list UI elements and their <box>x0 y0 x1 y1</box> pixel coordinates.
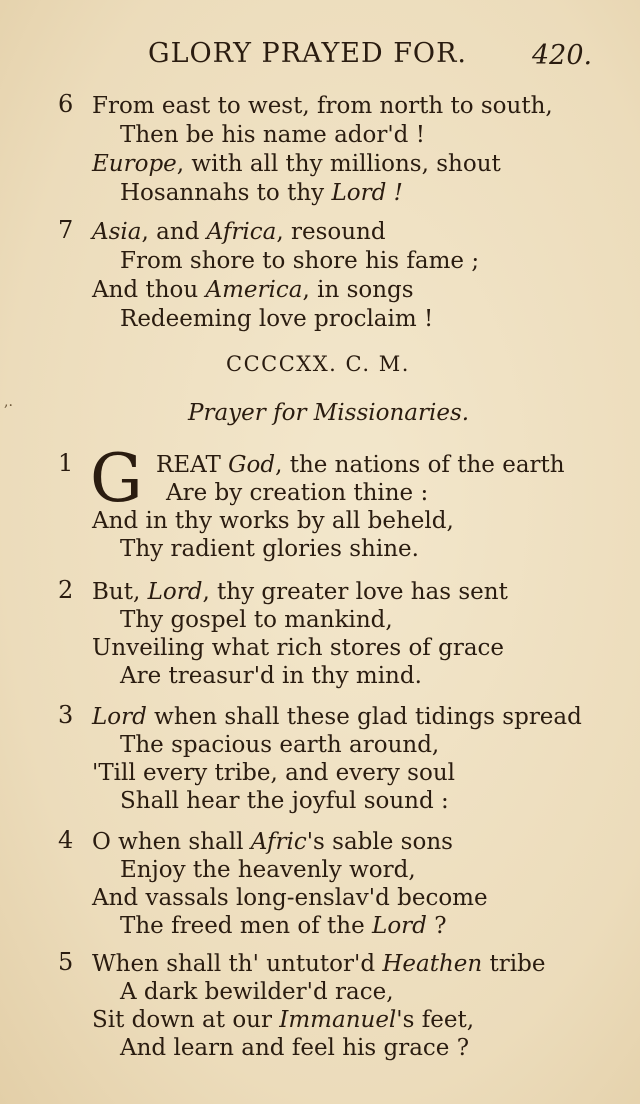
verse-text: , the nations of the earth <box>275 452 565 478</box>
hymn-number: CCCCXX. C. M. <box>226 352 410 376</box>
verse-text: , with all thy millions, shout <box>176 151 501 177</box>
verse-text: And learn and feel his grace ? <box>120 1035 470 1061</box>
verse-text: , in songs <box>302 277 414 303</box>
stanza-number: 1 <box>58 449 74 477</box>
italic-text: Afric <box>250 829 307 855</box>
stanza-number: 2 <box>58 576 74 604</box>
italic-text: Lord <box>372 913 427 939</box>
verse-text: The spacious earth around, <box>120 732 440 758</box>
italic-text: Lord ! <box>331 180 403 206</box>
verse-line <box>166 479 428 507</box>
verse-text: , and <box>141 219 207 245</box>
italic-text: Heathen <box>382 951 483 977</box>
stanza-number: 7 <box>58 216 74 244</box>
italic-text: Lord <box>147 579 203 605</box>
italic-text: Lord <box>92 704 147 730</box>
verse-text: tribe <box>482 951 546 977</box>
verse-line <box>120 978 394 1006</box>
verse-text: Redeeming love proclaim ! <box>120 306 434 332</box>
verse-line <box>120 731 439 759</box>
verse-text: O when shall <box>92 829 251 855</box>
verse-line <box>120 535 419 563</box>
verse-line <box>120 1034 469 1062</box>
verse-text: A dark bewilder'd race, <box>120 979 394 1005</box>
verse-text: 'Till every tribe, and every soul <box>92 760 456 786</box>
verse-line <box>92 828 453 856</box>
verse-text: Are by creation thine : <box>166 480 429 506</box>
verse-line <box>92 150 501 178</box>
verse-line <box>120 787 449 815</box>
verse-line <box>92 507 454 535</box>
verse-text: , resound <box>276 219 386 245</box>
italic-text: Africa <box>206 219 277 245</box>
verse-line <box>120 247 479 275</box>
verse-text: Then be his name ador'd ! <box>120 122 425 148</box>
verse-line <box>92 218 386 246</box>
verse-text: when shall these glad tidings spread <box>146 704 582 730</box>
verse-text: From shore to shore his fame ; <box>120 248 480 274</box>
verse-text: When shall th' untutor'd <box>92 951 383 977</box>
verse-text: Unveiling what rich stores of grace <box>92 635 505 661</box>
margin-mark: ,. <box>4 394 13 410</box>
verse-line <box>120 179 403 207</box>
verse-text: Are treasur'd in thy mind. <box>120 663 422 689</box>
verse-line <box>120 856 416 884</box>
verse-text: ? <box>426 913 447 939</box>
verse-text: Sit down at our <box>92 1007 280 1033</box>
verse-text: REAT <box>156 452 229 478</box>
verse-line <box>92 884 488 912</box>
italic-text: Europe <box>92 151 177 177</box>
stanza-number: 3 <box>58 701 74 729</box>
verse-line <box>92 759 455 787</box>
verse-line <box>92 578 508 606</box>
verse-line <box>156 451 565 479</box>
verse-line <box>120 912 447 940</box>
page-header <box>148 38 608 78</box>
verse-text: Enjoy the heavenly word, <box>120 857 416 883</box>
verse-text: And in thy works by all beheld, <box>92 508 454 534</box>
verse-text: 's sable sons <box>306 829 453 855</box>
italic-text: Asia <box>92 219 142 245</box>
stanza-number: 4 <box>58 826 74 854</box>
stanza-number: 6 <box>58 90 74 118</box>
verse-line <box>92 92 553 120</box>
verse-text: , thy greater love has sent <box>202 579 508 605</box>
verse-text: And thou <box>92 277 206 303</box>
running-title: GLORY PRAYED FOR. <box>148 38 467 69</box>
verse-line <box>120 305 433 333</box>
verse-text: Shall hear the joyful sound : <box>120 788 449 814</box>
stanza-number: 5 <box>58 948 74 976</box>
verse-line <box>92 634 504 662</box>
verse-text: But, <box>92 579 148 605</box>
verse-text: Thy radient glories shine. <box>120 536 419 562</box>
verse-text: The freed men of the <box>120 913 373 939</box>
verse-text: From east to west, from north to south, <box>92 93 553 119</box>
verse-line <box>92 276 414 304</box>
verse-text: Hosannahs to thy <box>120 180 332 206</box>
italic-text: God <box>228 452 276 478</box>
verse-line <box>92 703 582 731</box>
page-number: 420. <box>532 40 593 71</box>
verse-text: 's feet, <box>396 1007 475 1033</box>
verse-text: Thy gospel to mankind, <box>120 607 393 633</box>
hymn-subject: Prayer for Missionaries. <box>188 400 470 426</box>
verse-line <box>92 950 545 978</box>
verse-line <box>92 1006 474 1034</box>
verse-line <box>120 121 425 149</box>
italic-text: Immanuel <box>279 1007 397 1033</box>
verse-line <box>120 662 422 690</box>
drop-cap: G <box>90 440 143 517</box>
verse-text: And vassals long-enslav'd become <box>92 885 488 911</box>
italic-text: America <box>205 277 303 303</box>
verse-line <box>120 606 393 634</box>
